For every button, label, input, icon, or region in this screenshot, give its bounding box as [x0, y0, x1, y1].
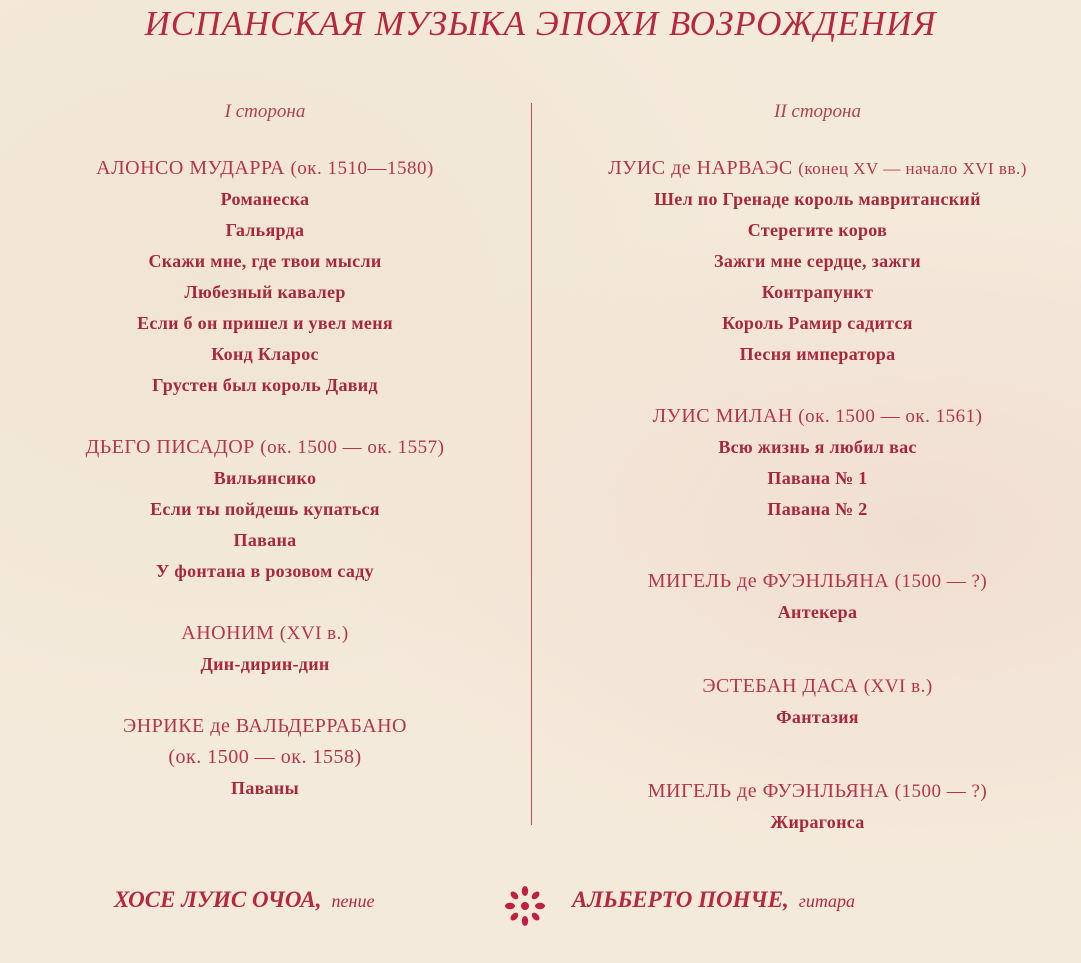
piece-title: Паваны	[231, 778, 299, 798]
piece-title: Антекера	[777, 602, 858, 622]
piece-title: Шел по Гренаде король мавританский	[654, 189, 981, 209]
flower-ornament-icon	[503, 884, 547, 928]
piece-title: Грустен был король Давид	[152, 375, 378, 395]
composer-dates: (ок. 1500 — ок. 1558)	[168, 746, 362, 768]
composer-group	[545, 401, 1081, 525]
page-title: ИСПАНСКАЯ МУЗЫКА ЭПОХИ ВОЗРОЖДЕНИЯ	[144, 4, 937, 43]
composer-line	[20, 618, 510, 649]
composer-line	[545, 776, 1081, 807]
composer-group	[545, 153, 1081, 370]
composer-group	[20, 618, 510, 680]
performer-name: ХОСЕ ЛУИС ОЧОА,	[114, 887, 322, 912]
piece-title: Если ты пойдешь купаться	[150, 499, 380, 519]
piece-title: Павана	[233, 530, 297, 550]
composer-group	[20, 711, 510, 804]
composer-line	[545, 401, 1081, 432]
piece-title: Зажги мне сердце, зажги	[714, 251, 921, 271]
piece-title: Павана № 1	[767, 468, 868, 488]
piece-title: Контрапункт	[761, 282, 874, 302]
composer-group	[20, 153, 510, 401]
piece-title: Фантазия	[776, 707, 859, 727]
piece-title: Вильянсико	[213, 468, 317, 488]
composer-name: ЭСТЕБАН ДАСА	[702, 675, 859, 697]
composer-name: АНОНИМ	[181, 622, 275, 644]
performer-singer	[114, 880, 374, 921]
piece-title: Павана № 2	[767, 499, 868, 519]
composer-dates: (1500 — ?)	[894, 571, 988, 592]
piece-title: Всю жизнь я любил вас	[718, 437, 917, 457]
composer-name: АЛОНСО МУДАРРА	[96, 157, 285, 179]
composer-dates: (XVI в.)	[863, 676, 933, 697]
piece-title: Гальярда	[225, 220, 305, 240]
composer-name: МИГЕЛЬ де ФУЭНЛЬЯНА	[647, 780, 890, 802]
piece-title: Если б он пришел и увел меня	[137, 313, 393, 333]
composer-dates: (конец XV — начало XVI вв.)	[798, 159, 1027, 178]
composer-group	[545, 776, 1081, 838]
performers-line	[0, 880, 1081, 920]
side-1-column	[20, 98, 510, 804]
piece-title: Романеска	[220, 189, 310, 209]
piece-title: Скажи мне, где твои мысли	[148, 251, 382, 271]
composer-dates: (ок. 1510—1580)	[290, 158, 434, 179]
piece-title: Любезный кавалер	[184, 282, 346, 302]
composer-dates: (ок. 1500 — ок. 1561)	[798, 406, 983, 427]
composer-dates: (XVI в.)	[279, 623, 349, 644]
composer-name: МИГЕЛЬ де ФУЭНЛЬЯНА	[647, 570, 890, 592]
side-1-heading: I сторона	[224, 101, 306, 122]
piece-title: Жирагонса	[770, 812, 865, 832]
piece-title: Дин-дирин-дин	[200, 654, 330, 674]
piece-title: Король Рамир садится	[722, 313, 913, 333]
composer-line	[545, 566, 1081, 597]
composer-line	[545, 671, 1081, 702]
performer-role: пение	[331, 891, 375, 911]
column-divider	[531, 103, 532, 825]
piece-title: Стерегите коров	[747, 220, 888, 240]
composer-group	[545, 671, 1081, 733]
performer-role: гитара	[798, 891, 856, 911]
side-2-column	[545, 98, 1081, 838]
composer-line	[545, 153, 1081, 184]
composer-line	[20, 153, 510, 184]
piece-title: Конд Кларос	[211, 344, 319, 364]
composer-name: ЭНРИКЕ де ВАЛЬДЕРРАБАНО	[123, 715, 407, 737]
composer-name: ЛУИС де НАРВАЭС	[608, 157, 793, 179]
piece-title: У фонтана в розовом саду	[156, 561, 374, 581]
composer-group	[545, 566, 1081, 628]
composer-dates: (ок. 1500 — ок. 1557)	[260, 437, 445, 458]
side-2-heading: II сторона	[774, 101, 861, 122]
composer-name: ДЬЕГО ПИСАДОР	[85, 436, 255, 458]
piece-title: Песня императора	[739, 344, 896, 364]
composer-name: ЛУИС МИЛАН	[652, 405, 793, 427]
composer-line	[20, 432, 510, 463]
performer-guitarist	[572, 880, 855, 921]
composer-dates: (1500 — ?)	[894, 781, 988, 802]
composer-group	[20, 432, 510, 587]
performer-name: АЛЬБЕРТО ПОНЧЕ,	[572, 887, 789, 912]
